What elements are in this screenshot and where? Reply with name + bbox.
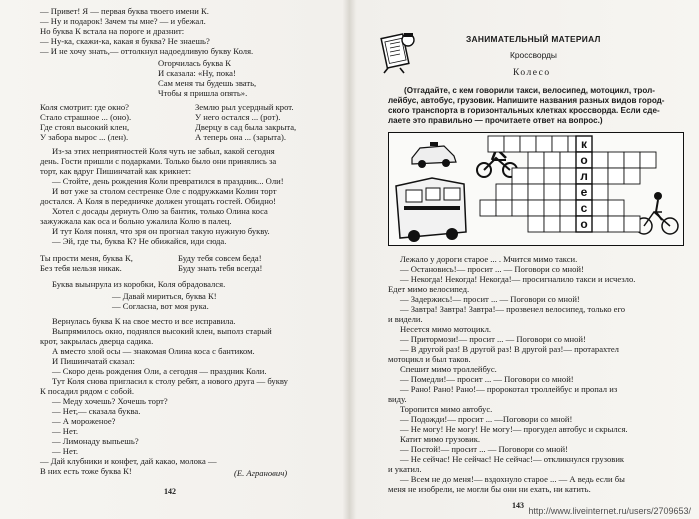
text-line: И тут Коля понял, что зря он прогнал такую нужную букву. xyxy=(52,226,270,236)
text-line: — Рано! Рано! Рано!— пророкотал троллейбус и пропал из xyxy=(400,384,618,394)
text-line: Несется мимо мотоцикл. xyxy=(400,324,492,334)
intro-line: лаете это правильно — прочитаете ответ на вопрос.) xyxy=(388,116,603,125)
watermark-url: http://www.liveinternet.ru/users/2709653/ xyxy=(528,506,691,516)
text-line: — Не сейчас! Не сейчас! Не сейчас!— откликнулся грузовик xyxy=(400,454,625,464)
text-line: Вернулась буква К на свое место и все исправила. xyxy=(52,316,236,326)
answer-letter: о xyxy=(580,153,588,167)
bus-icon xyxy=(396,178,466,242)
crossword-figure xyxy=(388,132,684,246)
text-line: — Постой!— просит ... — Поговори со мной! xyxy=(400,444,568,454)
text-line: И вот уже за столом сестренке Оле с подружками Колин торт xyxy=(52,186,277,196)
text-line: — Притормози!— просит ... — Поговори со мной! xyxy=(400,334,586,344)
verse-line: Буду знать тебя всегда! xyxy=(178,263,263,273)
page-number: 142 xyxy=(164,487,176,496)
text-line: — Подожди!— просит ... —Поговори со мной! xyxy=(400,414,573,424)
text-line: достался. А Коля в передничке должен угощать гостей. Обидно! xyxy=(40,196,277,206)
text-line: И Пишинчатай сказал: xyxy=(52,356,135,366)
verse-line: А теперь она ... (зарыта). xyxy=(195,132,286,142)
text-line: Буква выынрула из коробки, Коля обрадовался. xyxy=(52,279,226,289)
verse-line: Буду тебя совсем беда! xyxy=(178,253,262,263)
verse-line: Землю рыл усердный крот. xyxy=(195,102,294,112)
text-line: день. Гости пришли с подарками. Только было они принялись за xyxy=(40,156,277,166)
verse-line: Огорчилась буква К xyxy=(158,58,231,68)
verse-line: Без тебя нельзя никак. xyxy=(40,263,122,273)
text-line: Хотел с досады дернуть Олю за бантик, только Олина коса xyxy=(52,206,268,216)
section-header: ЗАНИМАТЕЛЬНЫЙ МАТЕРИАЛ xyxy=(466,34,601,44)
text-line: — Нет,— сказала буква. xyxy=(52,406,141,416)
text-line: — Завтра! Завтра! Завтра!— прозвенел велосипед, только его xyxy=(400,304,626,314)
text-line: — Некогда! Некогда! Некогда!— просигналило такси и исчезло. xyxy=(400,274,636,284)
text-line: — Не могу! Не могу! Не могу!— прогудел автобус и скрылся. xyxy=(400,424,628,434)
text-line: — В другой раз! В другой раз! В другой раз!— протарахтел xyxy=(400,344,619,354)
text-line: В них есть тоже буква К! xyxy=(40,466,132,476)
text-line: Едет мимо велосипед. xyxy=(388,284,470,294)
verse-line: Где стоял высокий клен, xyxy=(40,122,130,132)
left-page xyxy=(0,0,349,519)
text-line: — Нет. xyxy=(52,426,79,436)
text-line: Но буква К встала на пороге и дразнит: xyxy=(40,26,185,36)
text-line: — А мороженое? xyxy=(52,416,116,426)
answer-letter: л xyxy=(580,169,588,183)
text-line: — Остановись!— просит ... — Поговори со мной! xyxy=(400,264,584,274)
text-line: Катит мимо грузовик. xyxy=(400,434,481,444)
intro-line: лейбус, автобус, грузовик. Напишите названия разных видов город- xyxy=(388,96,665,105)
answer-letter: е xyxy=(580,185,588,199)
subsection-title: Кроссворды xyxy=(510,50,557,60)
text-line: — Ну и подарок! Зачем ты мне? — и убежал. xyxy=(40,16,206,26)
text-line: — Давай мириться, буква К! xyxy=(112,291,217,301)
verse-line: Дверцу в сад была закрыта, xyxy=(195,122,297,132)
text-line: Выпрямилось окно, поднялся высокий клен, выполз старый xyxy=(52,326,272,336)
text-line: и видели. xyxy=(388,314,423,324)
text-line: — Эй, где ты, буква К? Не обижайся, иди сюда. xyxy=(52,236,227,246)
verse-line: Стало страшное ... (оно). xyxy=(40,112,132,122)
text-line: крот, закрылась дверца садика. xyxy=(40,336,154,346)
text-line: Спешит мимо троллейбус. xyxy=(400,364,497,374)
text-line: — Меду хочешь? Хочешь торт? xyxy=(52,396,168,406)
text-line: — Лимонаду выпьешь? xyxy=(52,436,139,446)
text-line: — Задержись!— просит ... — Поговори со мной! xyxy=(400,294,580,304)
answer-letter: о xyxy=(580,217,588,231)
text-line: — Нет. xyxy=(52,446,79,456)
text-line: К посадил рядом с собой. xyxy=(40,386,134,396)
verse-line: Коля смотрит: где окно? xyxy=(40,102,129,112)
text-line: Торопится мимо автобус. xyxy=(400,404,493,414)
text-line: А вместо злой осы — знакомая Олина коса с бантиком. xyxy=(52,346,255,356)
page-number: 143 xyxy=(512,501,524,510)
verse-line: Ты прости меня, буква К, xyxy=(40,253,133,263)
right-page xyxy=(350,0,699,519)
verse-line: Сам меня ты будешь звать, xyxy=(158,78,257,88)
crossword-title: Колесо xyxy=(513,68,551,78)
text-line: Тут Коля снова пригласил к столу ребят, а нового друга — букву xyxy=(52,376,288,386)
text-line: торт, как вдруг Пишинчатай как крикнет: xyxy=(40,166,192,176)
text-line: и укатил. xyxy=(388,464,422,474)
verse-line: Чтобы я пришла опять». xyxy=(158,88,248,98)
text-line: — Стойте, день рождения Коли превратился в праздник... Оли! xyxy=(52,176,284,186)
verse-line: И сказала: «Ну, пока! xyxy=(158,68,236,78)
text-line: — Ну-ка, скажи-ка, какая я буква? Не знаешь? xyxy=(40,36,210,46)
text-line: зажужжала как оса и больно ужалила Колю в палец. xyxy=(40,216,232,226)
text-line: — Согласна, вот моя рука. xyxy=(112,301,209,311)
answer-letter: с xyxy=(580,201,588,215)
text-line: — И не хочу знать,— оттолкнул надоедливую букву Коля. xyxy=(40,46,254,56)
text-line: Из-за этих неприятностей Коля чуть не забыл, какой сегодня xyxy=(52,146,275,156)
book-character-icon xyxy=(380,30,418,74)
verse-line: У забора вырос ... (лен). xyxy=(40,132,129,142)
intro-line: ского транспорта в горизонтальных клетках кроссворда. Если сде- xyxy=(388,106,660,115)
author-attribution: (Е. Агранович) xyxy=(234,468,288,478)
text-line: виду. xyxy=(388,394,407,404)
text-line: — Всем не до меня!— вздохнуло старое ... — А ведь если бы xyxy=(400,474,625,484)
intro-line: (Отгадайте, с кем говорили такси, велосипед, мотоцикл, трол- xyxy=(404,86,655,95)
text-line: Лежало у дороги старое ... . Мчится мимо такси. xyxy=(400,254,578,264)
verse-line: У него остался ... (рот). xyxy=(195,112,281,122)
text-line: — Дай клубники и конфет, дай какао, молока — xyxy=(40,456,217,466)
answer-letter: к xyxy=(580,137,588,151)
text-line: — Помедли!— просит ... — Поговори со мной! xyxy=(400,374,574,384)
text-line: — Скоро день рождения Оли, а сегодня — праздник Коли. xyxy=(52,366,267,376)
text-line: — Привет! Я — первая буква твоего имени К. xyxy=(40,6,209,16)
text-line: меня не изобрели, не могли бы они ни ехать, ни катить. xyxy=(388,484,591,494)
text-line: мотоцикл и был таков. xyxy=(388,354,471,364)
